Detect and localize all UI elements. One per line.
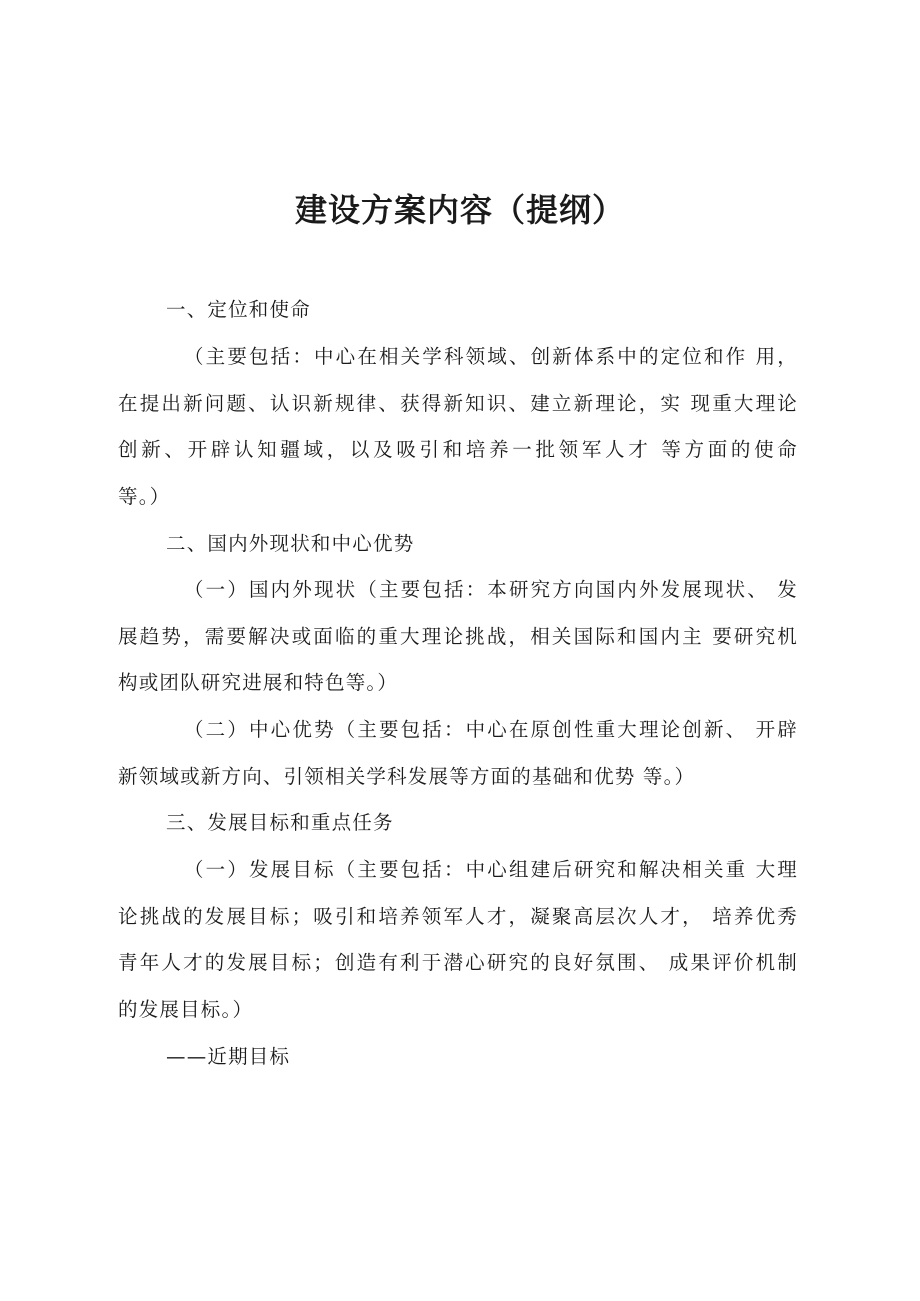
section-1-paragraph-line: 等。）: [118, 485, 171, 508]
section-1-paragraph-line: （主要包括：中心在相关学科领域、创新体系中的定位和作 用，: [184, 345, 798, 368]
section-1-heading: 一、定位和使命: [166, 298, 311, 321]
section-1-paragraph-line: 创新、开辟认知疆域，以及吸引和培养一批领军人才 等方面的使命: [118, 438, 798, 461]
section-2-paragraph-line: 展趋势，需要解决或面临的重大理论挑战，相关国际和国内主 要研究机: [118, 625, 798, 648]
document-title: 建设方案内容（提纲）: [294, 191, 625, 229]
section-3-paragraph-line: （一）发展目标（主要包括：中心组建后研究和解决相关重 大理: [184, 858, 798, 881]
section-2-paragraph-line: 构或团队研究进展和特色等。）: [118, 671, 399, 694]
section-3-heading: 三、发展目标和重点任务: [166, 811, 394, 834]
section-2-paragraph-line: 新领域或新方向、引领相关学科发展等方面的基础和优势 等。）: [118, 765, 696, 788]
section-3-subheading: ——近期目标: [166, 1045, 291, 1068]
section-3-paragraph-line: 青年人才的发展目标；创造有利于潜心研究的良好氛围、 成果评价机制: [118, 951, 798, 974]
section-2-paragraph-line: （一）国内外现状（主要包括：本研究方向国内外发展现状、 发: [184, 578, 798, 601]
section-2-heading: 二、国内外现状和中心优势: [166, 532, 415, 555]
section-3-paragraph-line: 的发展目标。）: [118, 998, 254, 1021]
section-3-paragraph-line: 论挑战的发展目标；吸引和培养领军人才，凝聚高层次人才， 培养优秀: [118, 905, 798, 928]
section-2-paragraph-line: （二）中心优势（主要包括：中心在原创性重大理论创新、 开辟: [184, 718, 798, 741]
section-1-paragraph-line: 在提出新问题、认识新规律、获得新知识、建立新理论，实 现重大理论: [118, 392, 798, 415]
